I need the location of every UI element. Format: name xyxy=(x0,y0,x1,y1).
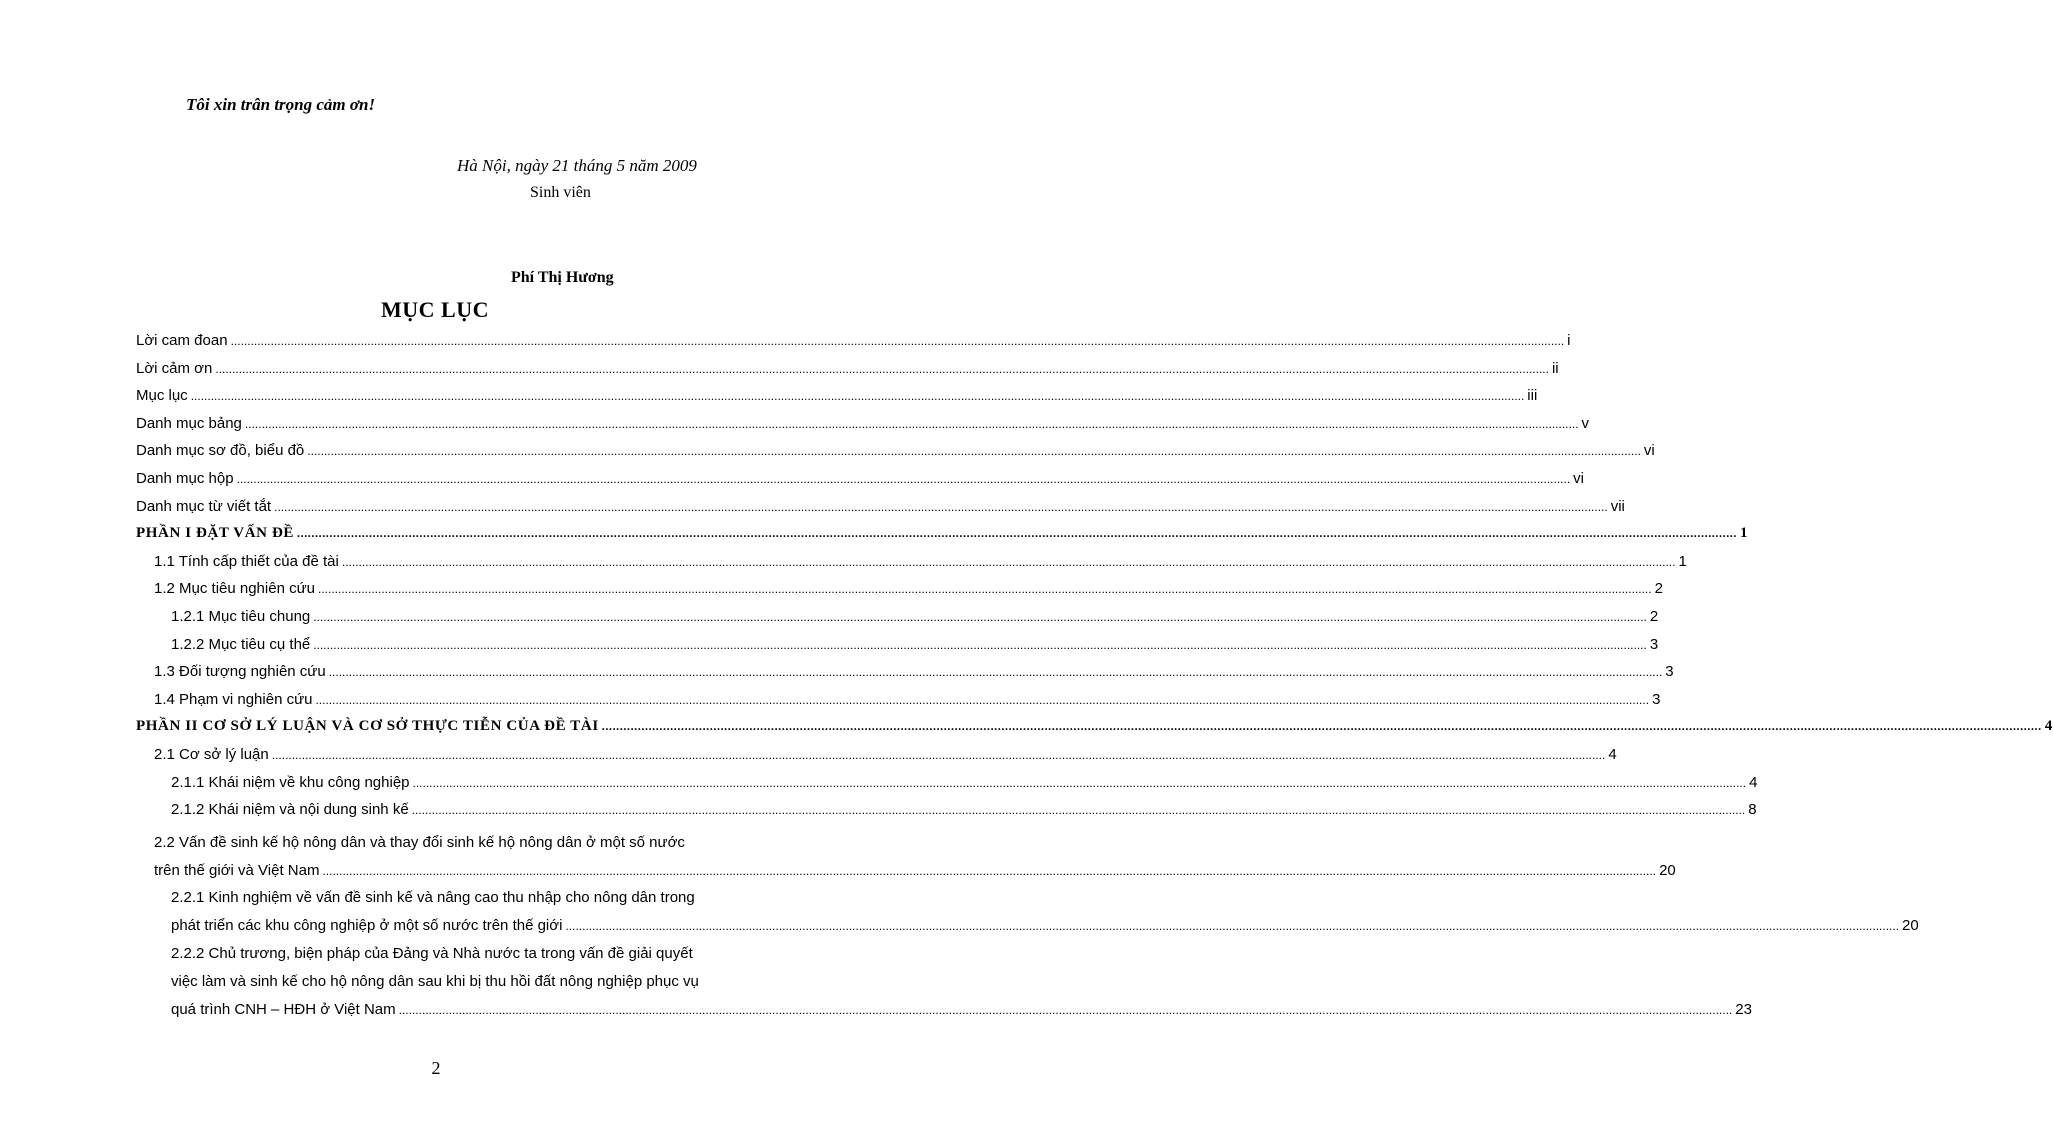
toc-row xyxy=(136,663,1674,691)
toc-entry-label: 1.3 Đối tượng nghiên cứu xyxy=(154,663,326,681)
toc-entry-page: 1 xyxy=(1740,525,1749,542)
toc-row xyxy=(136,580,1663,608)
toc-wrapped-entry xyxy=(136,940,1752,1024)
toc-entry-label: trên thế giới và Việt Nam xyxy=(154,861,320,879)
dot-leader: ................................................................................................................................................................................................................................................................................................................................................................................................................ xyxy=(341,554,1676,569)
toc-entry-label: PHẦN II CƠ SỞ LÝ LUẬN VÀ CƠ SỞ THỰC TIỄN CỦA ĐỀ TÀI xyxy=(136,718,599,735)
toc-entry-page: i xyxy=(1567,332,1571,349)
date-line: Hà Nội, ngày 21 tháng 5 năm 2009 xyxy=(457,156,697,175)
toc-entry-label: 2.1.2 Khái niệm và nội dung sinh kế xyxy=(171,801,409,819)
toc-row xyxy=(136,552,1687,581)
toc-entry-page: 2 xyxy=(1654,580,1663,598)
toc-part-row xyxy=(136,718,2053,746)
toc-wrapped-entry xyxy=(136,829,1676,885)
toc-entry-label: phát triển các khu công nghiệp ở một số nước trên thế giới xyxy=(171,917,563,935)
toc-entry-page: 4 xyxy=(1749,773,1758,791)
dot-leader: ................................................................................................................................................................................................................................................................................................................................................................................................................ xyxy=(307,444,1641,459)
toc-entry-page: vii xyxy=(1610,497,1625,515)
author-name: Phí Thị Hương xyxy=(511,269,614,286)
toc-entry-label: 1.2 Mục tiêu nghiên cứu xyxy=(154,580,315,598)
toc-row xyxy=(171,996,1752,1024)
toc-entry-label: 2.1 Cơ sở lý luận xyxy=(154,745,269,763)
toc-entry-page: 3 xyxy=(1649,635,1659,653)
toc-row xyxy=(136,607,1659,636)
toc-entry-line: 2.2 Vấn đề sinh kế hộ nông dân và thay đổi sinh kế hộ nông dân ở một số nước xyxy=(154,833,685,851)
toc-row xyxy=(136,635,1659,664)
table-of-contents xyxy=(136,332,2053,1023)
toc-row xyxy=(136,414,1589,443)
dot-leader: ................................................................................................................................................................................................................................................................................................................................................................................................................ xyxy=(315,692,1650,707)
toc-entry-label: PHẦN I ĐẶT VẤN ĐỀ xyxy=(136,525,294,542)
toc-entry-page: v xyxy=(1581,414,1589,432)
toc-wrapped-entry xyxy=(136,884,1919,940)
toc-row xyxy=(136,359,1559,388)
dot-leader: ................................................................................................................................................................................................................................................................................................................................................................................................................ xyxy=(601,719,2042,734)
toc-entry-label: 1.2.1 Mục tiêu chung xyxy=(171,607,311,625)
toc-row xyxy=(136,745,1617,774)
dot-leader: ................................................................................................................................................................................................................................................................................................................................................................................................................ xyxy=(190,389,1525,404)
toc-entry-label: 1.4 Phạm vi nghiên cứu xyxy=(154,690,313,708)
toc-row xyxy=(136,387,1538,415)
toc-entry-page: iii xyxy=(1527,387,1538,405)
dot-leader: ................................................................................................................................................................................................................................................................................................................................................................................................................ xyxy=(398,1002,1733,1017)
toc-entry-label: 1.2.2 Mục tiêu cụ thể xyxy=(171,635,311,653)
toc-row xyxy=(136,690,1661,719)
toc-entry-label: Danh mục sơ đồ, biểu đồ xyxy=(136,442,305,460)
toc-entry-page: 20 xyxy=(1902,917,1919,935)
toc-title: MỤC LỤC xyxy=(381,297,489,322)
toc-entry-page: vi xyxy=(1643,442,1655,460)
toc-row xyxy=(154,857,1676,885)
toc-entry-label: Lời cảm ơn xyxy=(136,359,213,377)
toc-part-row xyxy=(136,525,1749,553)
author-role: Sinh viên xyxy=(530,184,591,201)
dot-leader: ................................................................................................................................................................................................................................................................................................................................................................................................................ xyxy=(317,582,1652,597)
toc-row xyxy=(171,912,1919,940)
toc-entry-label: Danh mục từ viết tắt xyxy=(136,497,272,515)
dot-leader: ................................................................................................................................................................................................................................................................................................................................................................................................................ xyxy=(274,499,1608,514)
dot-leader: ................................................................................................................................................................................................................................................................................................................................................................................................................ xyxy=(412,775,1747,790)
toc-entry-label: quá trình CNH – HĐH ở Việt Nam xyxy=(171,1000,396,1018)
closing-thanks: Tôi xin trân trọng cảm ơn! xyxy=(186,95,376,114)
page-number: 2 xyxy=(431,1058,441,1078)
dot-leader: ................................................................................................................................................................................................................................................................................................................................................................................................................ xyxy=(244,416,1579,431)
dot-leader: ................................................................................................................................................................................................................................................................................................................................................................................................................ xyxy=(236,471,1571,486)
toc-entry-label: Lời cam đoan xyxy=(136,332,228,349)
dot-leader: ................................................................................................................................................................................................................................................................................................................................................................................................................ xyxy=(411,803,1746,818)
toc-entry-page: vi xyxy=(1573,469,1584,487)
toc-entry-page: 4 xyxy=(1608,745,1617,763)
toc-entry-line: 2.2.2 Chủ trương, biện pháp của Đảng và Nhà nước ta trong vấn đề giải quyết xyxy=(171,944,693,962)
toc-entry-page: 8 xyxy=(1748,801,1757,819)
dot-leader: ................................................................................................................................................................................................................................................................................................................................................................................................................ xyxy=(313,637,1647,652)
toc-entry-page: 2 xyxy=(1649,607,1659,625)
toc-entry-page: 1 xyxy=(1678,552,1687,570)
toc-entry-page: 23 xyxy=(1735,1000,1752,1018)
toc-entry-label: 1.1 Tính cấp thiết của đề tài xyxy=(154,552,339,570)
toc-entry-page: 3 xyxy=(1652,690,1661,708)
toc-entry-page: 20 xyxy=(1659,861,1676,879)
toc-row xyxy=(136,497,1625,526)
toc-entry-page: 3 xyxy=(1665,663,1674,681)
dot-leader: ................................................................................................................................................................................................................................................................................................................................................................................................................ xyxy=(322,863,1657,878)
toc-row xyxy=(136,773,1758,802)
toc-row xyxy=(136,469,1584,498)
toc-row xyxy=(136,801,1757,829)
toc-entry-label: Danh mục hộp xyxy=(136,469,234,487)
dot-leader: ................................................................................................................................................................................................................................................................................................................................................................................................................ xyxy=(565,919,1900,934)
toc-entry-label: Mục lục xyxy=(136,387,188,405)
toc-row xyxy=(136,332,1571,360)
dot-leader: ................................................................................................................................................................................................................................................................................................................................................................................................................ xyxy=(328,665,1663,680)
toc-entry-page: ii xyxy=(1551,359,1559,377)
toc-entry-line: việc làm và sinh kế cho hộ nông dân sau khi bị thu hồi đất nông nghiệp phục vụ xyxy=(171,972,699,990)
dot-leader: ................................................................................................................................................................................................................................................................................................................................................................................................................ xyxy=(271,747,1606,762)
toc-row xyxy=(136,442,1655,470)
dot-leader: ................................................................................................................................................................................................................................................................................................................................................................................................................ xyxy=(313,609,1647,624)
dot-leader: ................................................................................................................................................................................................................................................................................................................................................................................................................ xyxy=(215,361,1549,376)
toc-entry-label: 2.1.1 Khái niệm về khu công nghiệp xyxy=(171,773,410,791)
dot-leader: ................................................................................................................................................................................................................................................................................................................................................................................................................ xyxy=(297,526,1737,541)
toc-entry-line: 2.2.1 Kinh nghiệm về vấn đề sinh kế và nâng cao thu nhập cho nông dân trong xyxy=(171,889,695,907)
toc-entry-label: Danh mục bảng xyxy=(136,414,242,432)
toc-entry-page: 4 xyxy=(2044,718,2053,735)
dot-leader: ................................................................................................................................................................................................................................................................................................................................................................................................................ xyxy=(230,334,1565,348)
